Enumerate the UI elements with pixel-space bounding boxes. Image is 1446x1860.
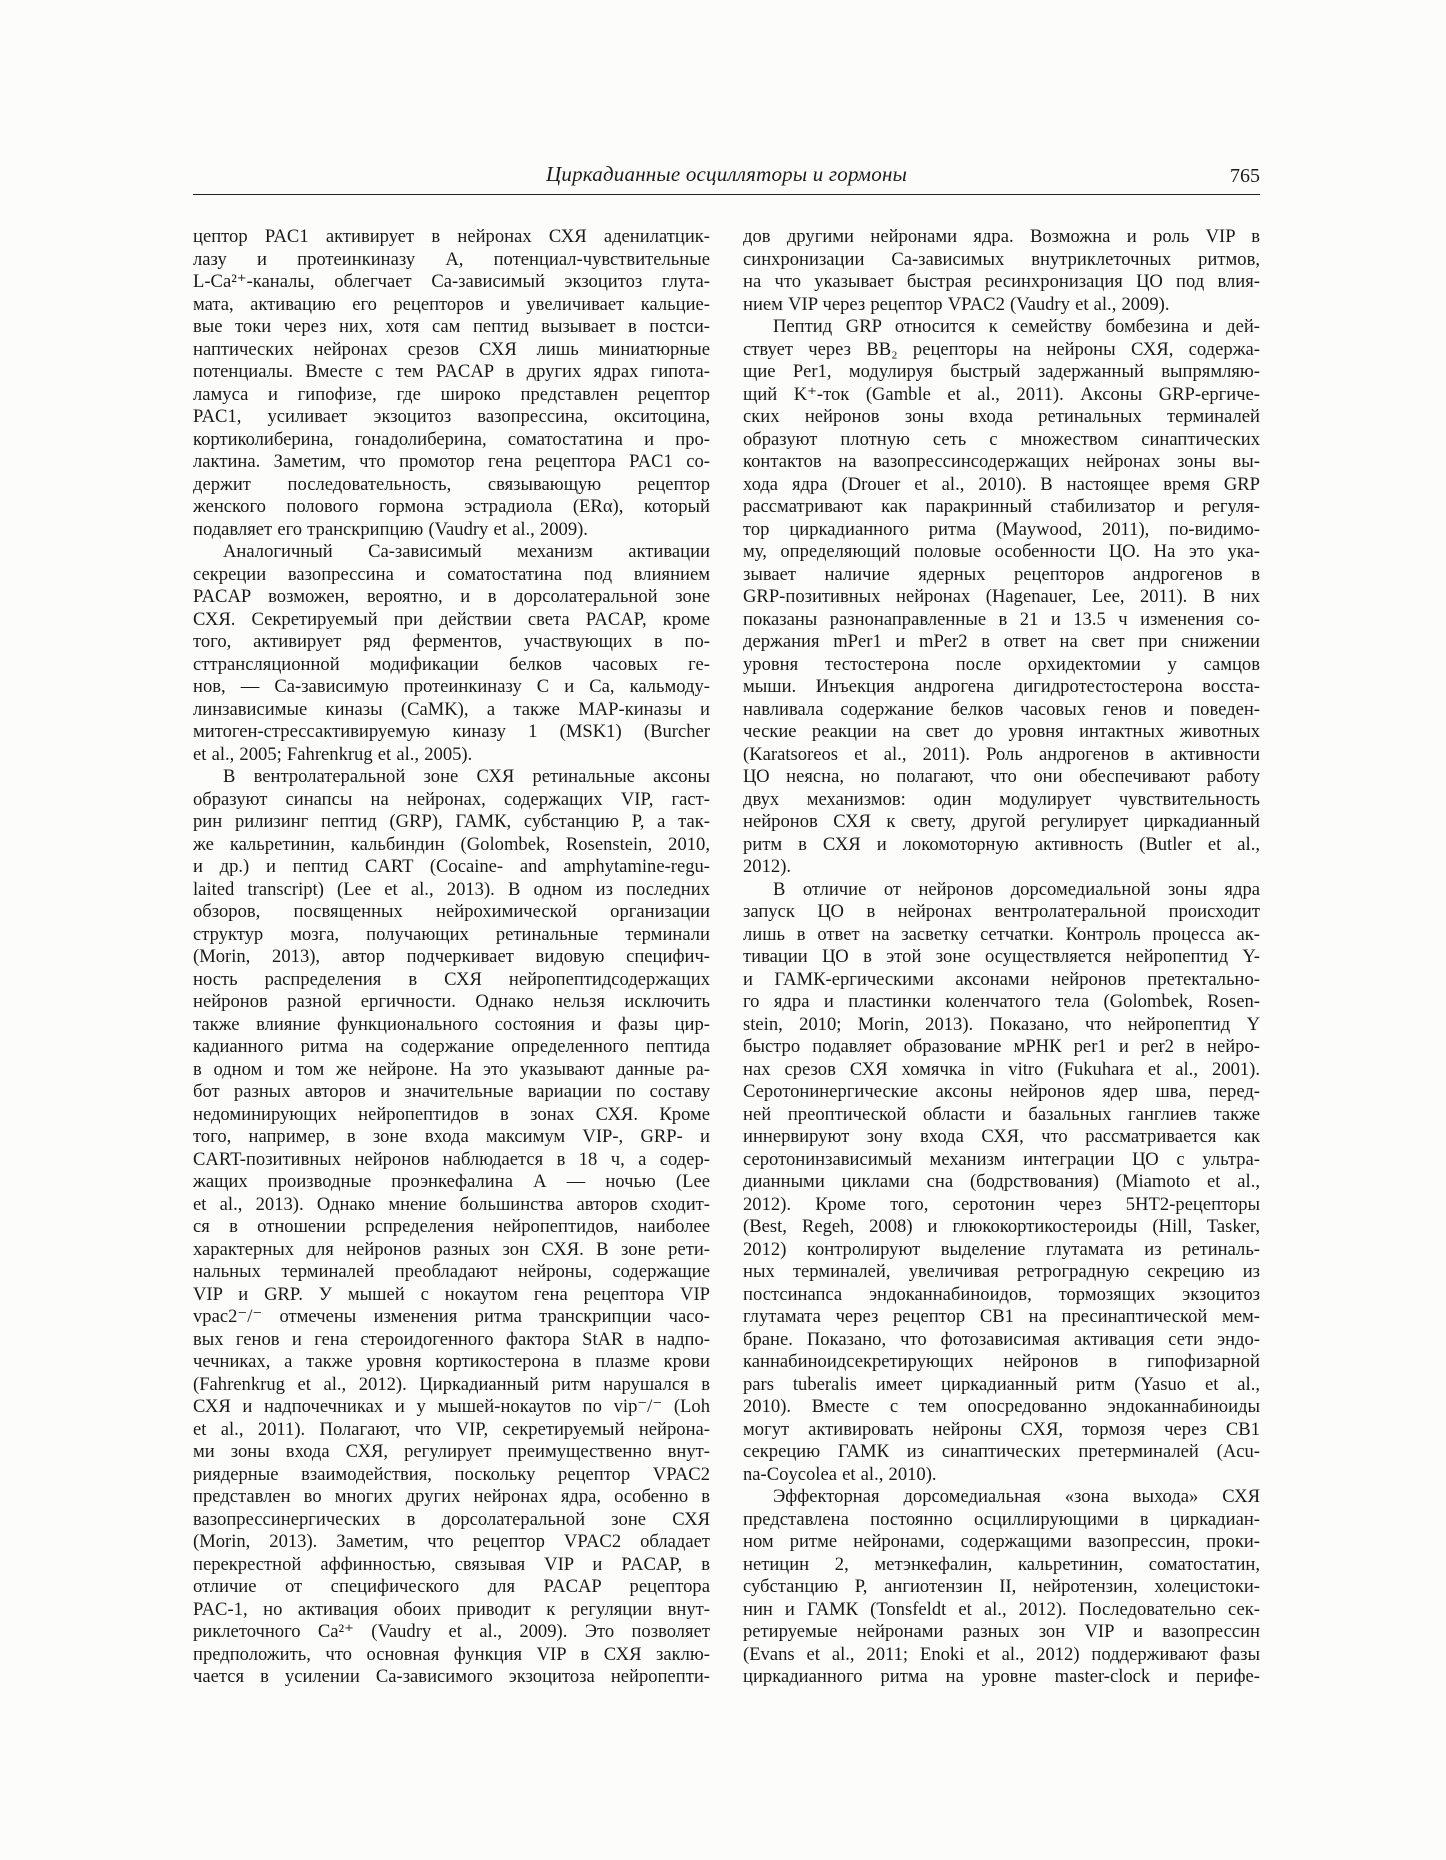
text-line: двух механизмов: один модулирует чувствительность xyxy=(743,788,1260,810)
text-line: нейронов разной ергичности. Однако нельзя исключить xyxy=(193,991,710,1012)
text-line: обзоров, посвященных нейрохимической организации xyxy=(193,901,710,922)
text-line: мыши. Инъекция андрогена дигидротестостерона восста- xyxy=(743,676,1260,697)
text-line: на что указывает быстрая ресинхронизация ЦО под влия- xyxy=(743,271,1260,292)
text-line: держания mPer1 и mPer2 в ответ на свет при снижении xyxy=(743,631,1260,652)
text-line: ческие реакции на свет до уровня интактных животных xyxy=(743,721,1260,742)
text-column-right xyxy=(743,226,1260,1689)
text-line: рин рилизинг пептид (GRP), ГАМК, субстанцию Р, а так- xyxy=(193,811,710,832)
text-line: нием VIP через рецептор VPAC2 (Vaudry et al., 2009). xyxy=(743,293,1170,315)
running-title: Циркадианные осцилляторы и гормоны xyxy=(546,162,907,186)
text-body xyxy=(193,226,1260,1689)
text-line: и ГАМК-ергическими аксонами нейронов претектально- xyxy=(743,968,1260,990)
text-line: тивации ЦО в этой зоне осуществляется нейропептид Y- xyxy=(743,946,1260,967)
text-line: ми зоны входа СХЯ, регулирует преимущественно внут- xyxy=(193,1441,710,1462)
text-line: жащих производные проэнкефалина А — ночью (Lee xyxy=(193,1171,710,1192)
text-line: (Karatsoreos et al., 2011). Роль андрогенов в активности xyxy=(743,743,1260,765)
text-line: кадианного ритма на содержание определенного пептида xyxy=(193,1036,710,1057)
text-line: кортиколиберина, гонадолиберина, соматостатина и про- xyxy=(193,428,710,450)
page-number: 765 xyxy=(1230,165,1260,187)
text-line: образуют синапсы на нейронах, содержащих VIP, гаст- xyxy=(193,788,710,810)
text-line: щие Per1, модулируя быстрый задержанный выпрямляю- xyxy=(743,361,1260,382)
text-line: быстро подавляет образование мРНК per1 и per2 в нейро- xyxy=(743,1036,1260,1057)
text-line: перекрестной аффинностью, связывая VIP и PACAP, в xyxy=(193,1553,710,1575)
text-line: лактина. Заметим, что промотор гена рецептора PAC1 со- xyxy=(193,451,710,472)
text-line: структур мозга, получающих ретинальные терминали xyxy=(193,923,710,945)
text-line: того, например, в зоне входа максимум VIP-, GRP- и xyxy=(193,1126,710,1147)
text-line: линзависимые киназы (CaMK), а также MAP-киназы и xyxy=(193,698,710,720)
text-line: СХЯ и надпочечниках и у мышей-нокаутов по vip⁻/⁻ (Loh xyxy=(193,1396,710,1417)
text-line: PACAP возможен, вероятно, и в дорсолатеральной зоне xyxy=(193,586,710,607)
text-line: нейронов СХЯ к свету, другой регулирует циркадианный xyxy=(743,811,1260,832)
text-line: дов другими нейронами ядра. Возможна и роль VIP в xyxy=(743,226,1260,247)
text-line: Аналогичный Са-зависимый механизм активации xyxy=(223,541,710,562)
text-line: нетицин 2, метэнкефалин, кальретинин, соматостатин, xyxy=(743,1553,1260,1575)
text-line: et al., 2011). Полагают, что VIP, секретируемый нейрона- xyxy=(193,1418,710,1440)
text-line: нов, — Са-зависимую протеинкиназу C и Ca, кальмоду- xyxy=(193,676,710,697)
text-line: рассматривают как паракринный стабилизатор и регуля- xyxy=(743,496,1260,517)
text-line: постсинапса эндоканнабиноидов, тормозящих экзоцитоз xyxy=(743,1283,1260,1305)
text-line: ней преоптической области и базальных ганглиев также xyxy=(743,1103,1260,1125)
text-line: риклеточного Ca²⁺ (Vaudry et al., 2009). Это позволяет xyxy=(193,1621,710,1642)
text-line: pars tuberalis имеет циркадианный ритм (Yasuo et al., xyxy=(743,1373,1260,1395)
text-line: L-Ca²⁺-каналы, облегчает Са-зависимый экзоцитоз глута- xyxy=(193,271,710,292)
header-rule xyxy=(193,194,1260,195)
text-line: СХЯ. Секретируемый при действии света PACAP, кроме xyxy=(193,608,710,630)
text-line: нин и ГАМК (Tonsfeldt et al., 2012). Последовательно сек- xyxy=(743,1598,1260,1620)
text-line: 2012) контролируют выделение глутамата из ретиналь- xyxy=(743,1238,1260,1260)
text-line: синхронизации Са-зависимых внутриклеточных ритмов, xyxy=(743,248,1260,270)
text-line: лазу и протеинкиназу А, потенциал-чувствительные xyxy=(193,248,710,270)
text-line: В отличие от нейронов дорсомедиальной зоны ядра xyxy=(773,878,1260,900)
text-line: иннервируют зону входа СХЯ, что рассматривается как xyxy=(743,1126,1260,1147)
text-line: щий K⁺-ток (Gamble et al., 2011). Аксоны GRP-ергиче- xyxy=(743,383,1260,405)
text-line: зывает наличие ядерных рецепторов андрогенов в xyxy=(743,563,1260,585)
text-line: В вентролатеральной зоне СХЯ ретинальные аксоны xyxy=(223,766,710,787)
text-line: дианными циклами сна (бодрствования) (Miamoto et al., xyxy=(743,1171,1260,1192)
text-line: сттрансляционной модификации белков часовых ге- xyxy=(193,653,710,675)
text-line: et al., 2005; Fahrenkrug et al., 2005). xyxy=(193,743,473,765)
text-line: в одном и том же нейроне. На это указывают данные ра- xyxy=(193,1058,710,1080)
text-line: ритм в СХЯ и локомоторную активность (Butler et al., xyxy=(743,833,1260,855)
text-line: ся в отношении рспределения нейропептидов, наиболее xyxy=(193,1216,710,1237)
text-line: серотонинзависимый механизм интеграции ЦО с ультра- xyxy=(743,1148,1260,1170)
text-line: представлена постоянно осциллирующими в циркадиан- xyxy=(743,1508,1260,1530)
text-line: Пептид GRP относится к семейству бомбезина и дей- xyxy=(773,316,1260,337)
text-line: предположить, что основная функция VIP в СХЯ заклю- xyxy=(193,1643,710,1665)
text-line: нах срезов СХЯ хомячка in vitro (Fukuhara et al., 2001). xyxy=(743,1058,1260,1080)
text-line: (Morin, 2013). Заметим, что рецептор VPAC2 обладает xyxy=(193,1531,710,1552)
text-line: бране. Показано, что фотозависимая активация сети эндо- xyxy=(743,1328,1260,1350)
text-line: цептор PAC1 активирует в нейронах СХЯ аденилатцик- xyxy=(193,226,710,247)
text-line: и др.) и пептид CART (Cocaine- and amphytamine-regu- xyxy=(193,856,710,877)
text-line: ретируемые нейронами разных зон VIP и вазопрессин xyxy=(743,1621,1260,1642)
text-line: (Best, Regeh, 2008) и глюкокортикостероиды (Hill, Tasker, xyxy=(743,1216,1260,1237)
text-line: ность распределения в СХЯ нейропептидсодержащих xyxy=(193,968,710,990)
text-line: недоминирующих нейропептидов в зонах СХЯ. Кроме xyxy=(193,1103,710,1125)
text-line: Серотонинергические аксоны нейронов ядер шва, перед- xyxy=(743,1081,1260,1102)
text-line: ских нейронов зоны входа ретинальных терминалей xyxy=(743,406,1260,427)
text-column-left xyxy=(193,226,710,1689)
text-line: VIP и GRP. У мышей с нокаутом гена рецептора VIP xyxy=(193,1283,710,1305)
text-line: ЦО неясна, но полагают, что они обеспечивают работу xyxy=(743,766,1260,787)
text-line: laited transcript) (Lee et al., 2013). В одном из последних xyxy=(193,878,710,900)
text-line: субстанцию Р, ангиотензин II, нейротензин, холецистоки- xyxy=(743,1576,1260,1597)
text-line: характерных для нейронов разных зон СХЯ. В зоне рети- xyxy=(193,1238,710,1260)
text-line: каннабиноидсекретирующих нейронов в гипофизарной xyxy=(743,1351,1260,1372)
text-line: глутамата через рецептор CB1 на пресинаптической мем- xyxy=(743,1306,1260,1327)
text-line: 2012). Кроме того, серотонин через 5HT2-рецепторы xyxy=(743,1193,1260,1215)
text-line: 2010). Вместе с тем опосредованно эндоканнабиноиды xyxy=(743,1396,1260,1417)
text-line: чается в усилении Са-зависимого экзоцитоза нейропепти- xyxy=(193,1666,710,1687)
text-line: циркадианного ритма на уровне master-clock и перифе- xyxy=(743,1666,1260,1687)
text-line: ствует через BB₂ рецепторы на нейроны СХЯ, содержа- xyxy=(743,338,1260,360)
text-line: навливала содержание белков часовых генов и поведен- xyxy=(743,698,1260,720)
text-line: et al., 2013). Однако мнение большинства авторов сходит- xyxy=(193,1193,710,1215)
text-line: показаны разнонаправленные в 21 и 13.5 ч изменения со- xyxy=(743,608,1260,630)
text-line: вых генов и гена стероидогенного фактора StAR в надпо- xyxy=(193,1328,710,1350)
text-line: секрецию ГАМК из синаптических претерминалей (Acu- xyxy=(743,1441,1260,1462)
text-line: также влияние функционального состояния и фазы цир- xyxy=(193,1013,710,1035)
text-line: женского полового гормона эстрадиола (ERα), который xyxy=(193,496,710,517)
text-line: митоген-стрессактивируемую киназу 1 (MSK1) (Burcher xyxy=(193,721,710,742)
text-line: риядерные взаимодействия, поскольку рецептор VPAC2 xyxy=(193,1463,710,1485)
text-line: го ядра и пластинки коленчатого тела (Golombek, Rosen- xyxy=(743,991,1260,1012)
text-line: stein, 2010; Morin, 2013). Показано, что нейропептид Y xyxy=(743,1013,1260,1035)
text-line: запуск ЦО в нейронах вентролатеральной происходит xyxy=(743,901,1260,922)
text-line: нальных терминалей преобладают нейроны, содержащие xyxy=(193,1261,710,1282)
text-line: вые токи через них, хотя сам пептид вызывает в постси- xyxy=(193,316,710,337)
text-line: CART-позитивных нейронов наблюдается в 18 ч, а содер- xyxy=(193,1148,710,1170)
text-line: PAC-1, но активация обоих приводит к регуляции внут- xyxy=(193,1598,710,1620)
text-line: (Evans et al., 2011; Enoki et al., 2012) поддерживают фазы xyxy=(743,1643,1260,1665)
text-line: (Morin, 2013), автор подчеркивает видовую специфич- xyxy=(193,946,710,967)
text-line: мата, активацию его рецепторов и увеличивает кальцие- xyxy=(193,293,710,315)
text-line: PAC1, усиливает экзоцитоз вазопрессина, окситоцина, xyxy=(193,406,710,427)
text-line: потенциалы. Вместе с тем PACAP в других ядрах гипота- xyxy=(193,361,710,382)
text-line: образуют плотную сеть с множеством синаптических xyxy=(743,428,1260,450)
text-line: 2012). xyxy=(743,856,792,877)
text-line: хода ядра (Drouer et al., 2010). В настоящее время GRP xyxy=(743,473,1260,495)
text-line: (Fahrenkrug et al., 2012). Циркадианный ритм нарушался в xyxy=(193,1373,710,1395)
text-line: контактов на вазопрессинсодержащих нейронах зоны вы- xyxy=(743,451,1260,472)
text-line: вазопрессинергических в дорсолатеральной зоне СХЯ xyxy=(193,1508,710,1530)
text-line: лишь в ответ на засветку сетчатки. Контроль процесса ак- xyxy=(743,923,1260,945)
text-line: му, определяющий половые особенности ЦО. На это ука- xyxy=(743,541,1260,562)
text-line: тор циркадианного ритма (Maywood, 2011), по-видимо- xyxy=(743,518,1260,540)
text-line: секреции вазопрессина и соматостатина под влиянием xyxy=(193,563,710,585)
text-line: ном ритме нейронами, содержащими вазопрессин, проки- xyxy=(743,1531,1260,1552)
text-line: бот разных авторов и значительные вариации по составу xyxy=(193,1081,710,1102)
text-line: ных терминалей, увеличивая ретроградную секрецию из xyxy=(743,1261,1260,1282)
text-line: Эффекторная дорсомедиальная «зона выхода» СХЯ xyxy=(773,1486,1260,1507)
text-line: ламуса и гипофизе, где широко представлен рецептор xyxy=(193,383,710,405)
text-line: держит последовательность, связывающую рецептор xyxy=(193,473,710,495)
text-line: представлен во многих других нейронах ядра, особенно в xyxy=(193,1486,710,1507)
text-line: могут активировать нейроны СХЯ, тормозя через CB1 xyxy=(743,1418,1260,1440)
text-line: наптических нейронах срезов СХЯ лишь миниатюрные xyxy=(193,338,710,360)
text-line: чечниках, а также уровня кортикостерона в плазме крови xyxy=(193,1351,710,1372)
text-line: же кальретинин, кальбиндин (Golombek, Rosenstein, 2010, xyxy=(193,833,710,855)
text-line: того, активирует ряд ферментов, участвующих в по- xyxy=(193,631,710,652)
text-line: na-Coycolea et al., 2010). xyxy=(743,1463,937,1485)
text-line: GRP-позитивных нейронах (Hagenauer, Lee, 2011). В них xyxy=(743,586,1260,607)
text-line: подавляет его транскрипцию (Vaudry et al., 2009). xyxy=(193,518,588,540)
text-line: уровня тестостерона после орхидектомии у самцов xyxy=(743,653,1260,675)
text-line: отличие от специфического для PACAP рецептора xyxy=(193,1576,710,1597)
text-line: vpac2⁻/⁻ отмечены изменения ритма транскрипции часо- xyxy=(193,1306,710,1327)
